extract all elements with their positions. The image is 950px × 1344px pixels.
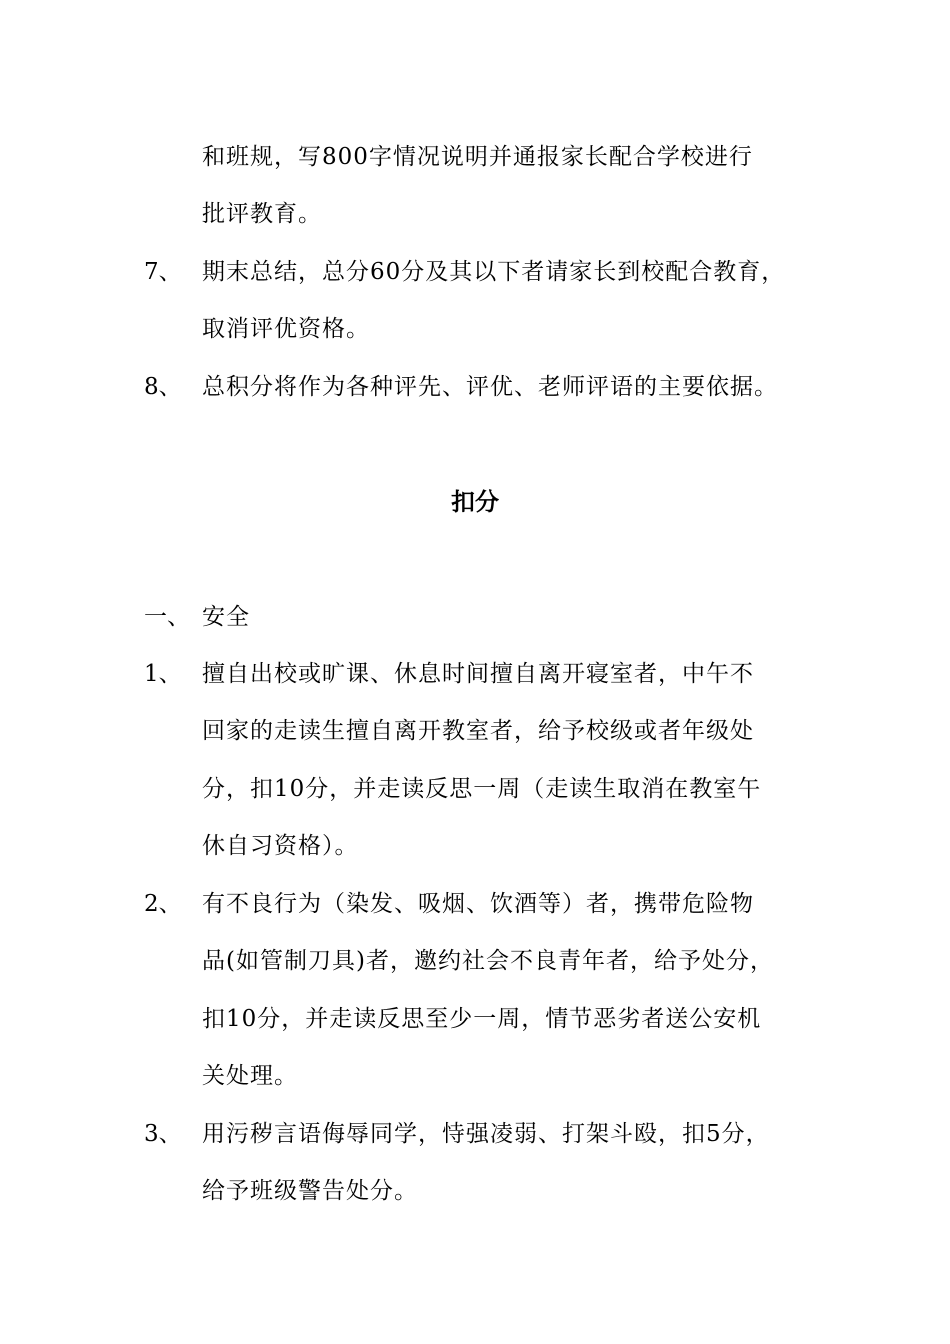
item-1-line-2: 回家的走读生擅自离开教室者，给予校级或者年级处 <box>202 718 754 744</box>
item-2-line-4: 关处理。 <box>202 1063 298 1089</box>
subsection-number: 一、 <box>144 604 190 630</box>
continuation-line-1: 和班规，写800字情况说明并通报家长配合学校进行 <box>202 144 753 170</box>
section-heading: 扣分 <box>451 487 499 516</box>
item-number-8: 8、 <box>144 374 182 400</box>
item-3-line-2: 给予班级警告处分。 <box>202 1178 418 1204</box>
continuation-line-2: 批评教育。 <box>202 201 322 227</box>
subsection-title: 安全 <box>202 604 250 630</box>
item-7-line-1: 期末总结，总分60分及其以下者请家长到校配合教育， <box>202 259 786 285</box>
item-1-line-4: 休自习资格）。 <box>202 833 359 859</box>
item-2-line-3: 扣10分，并走读反思至少一周，情节恶劣者送公安机 <box>202 1006 762 1032</box>
item-7-line-2: 取消评优资格。 <box>202 316 370 342</box>
item-2-line-2: 品(如管制刀具)者，邀约社会不良青年者，给予处分， <box>202 948 774 974</box>
item-number-7: 7、 <box>144 259 182 285</box>
item-1-line-1: 擅自出校或旷课、休息时间擅自离开寝室者，中午不 <box>202 661 754 687</box>
item-8-line-1: 总积分将作为各种评先、评优、老师评语的主要依据。 <box>202 374 778 400</box>
item-number-1: 1、 <box>144 661 182 687</box>
item-1-line-3: 分，扣10分，并走读反思一周（走读生取消在教室午 <box>202 776 762 802</box>
item-2-line-1: 有不良行为（染发、吸烟、饮酒等）者，携带危险物 <box>202 891 754 917</box>
item-3-line-1: 用污秽言语侮辱同学，恃强凌弱、打架斗殴，扣5分， <box>202 1121 770 1147</box>
item-number-2: 2、 <box>144 891 182 917</box>
item-number-3: 3、 <box>144 1121 182 1147</box>
